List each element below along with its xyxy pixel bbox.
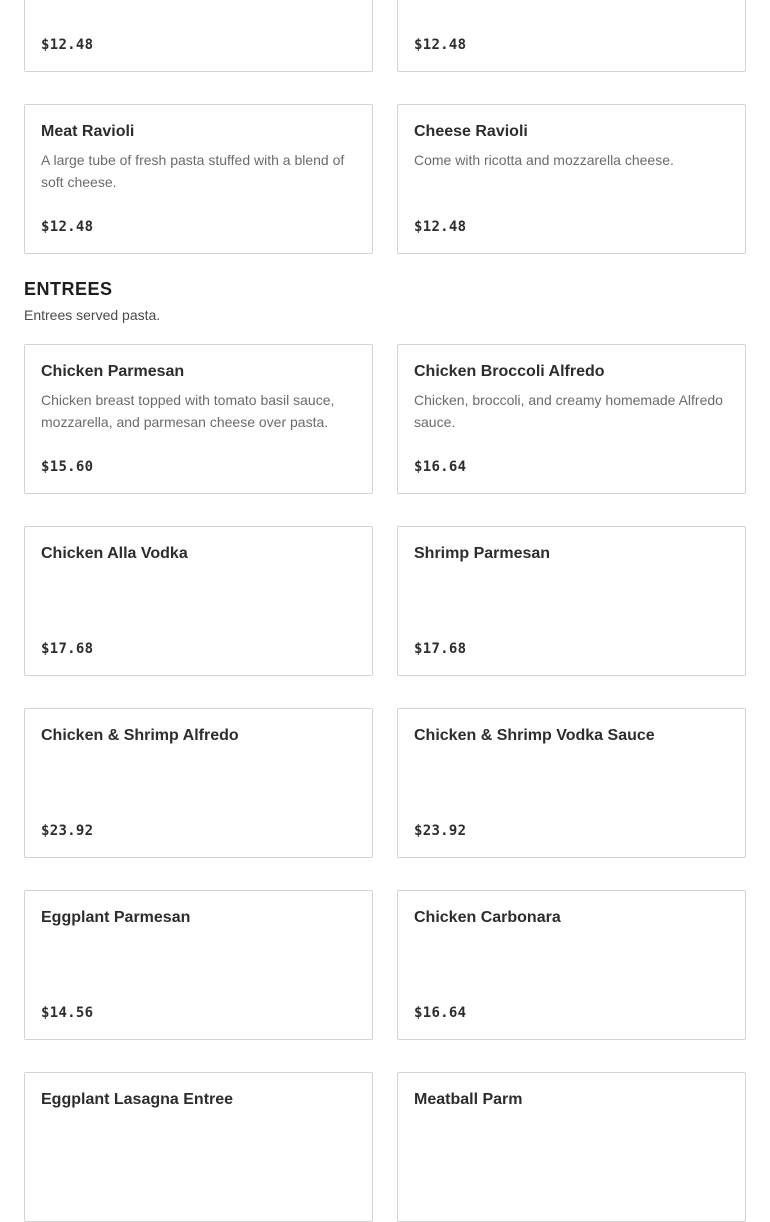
item-price: $12.48	[414, 37, 467, 53]
item-name: Meatball Parm	[414, 1091, 523, 1108]
item-name: Chicken Carbonara	[414, 909, 561, 926]
item-price: $17.68	[41, 641, 94, 657]
menu-item-card[interactable]	[397, 1072, 746, 1222]
item-name: Shrimp Parmesan	[414, 545, 551, 562]
menu-item-card[interactable]	[397, 104, 746, 254]
item-price: $17.68	[414, 641, 467, 657]
item-name: Eggplant Parmesan	[41, 909, 191, 926]
menu-item-card[interactable]	[397, 526, 746, 676]
item-price: $23.92	[414, 823, 467, 839]
item-price: $12.48	[41, 37, 94, 53]
item-price: $16.64	[414, 459, 467, 475]
item-description: A large tube of fresh pasta stuffed with a blend of soft cheese.	[41, 152, 345, 190]
item-description: Chicken breast topped with tomato basil sauce, mozzarella, and parmesan cheese over pasta.	[41, 392, 335, 430]
menu-item-card[interactable]	[24, 344, 373, 494]
menu-item-card[interactable]	[397, 708, 746, 858]
item-description: Come with ricotta and mozzarella cheese.	[414, 152, 674, 168]
item-name: Chicken & Shrimp Vodka Sauce	[414, 727, 655, 744]
item-name: Chicken Alla Vodka	[41, 545, 188, 562]
item-price: $23.92	[41, 823, 94, 839]
menu-item-card[interactable]	[397, 890, 746, 1040]
item-price: $12.48	[414, 219, 467, 235]
menu-item-card[interactable]	[397, 344, 746, 494]
item-name: Cheese Ravioli	[414, 123, 528, 140]
item-name: Chicken Parmesan	[41, 363, 185, 380]
item-price: $14.56	[41, 1005, 94, 1021]
item-description: Chicken, broccoli, and creamy homemade Alfredo sauce.	[414, 392, 723, 430]
item-price: $15.60	[41, 459, 94, 475]
menu-item-card[interactable]	[397, 0, 746, 72]
item-price: $16.64	[414, 1005, 467, 1021]
item-name: Chicken Broccoli Alfredo	[414, 363, 605, 380]
menu-item-card[interactable]	[24, 526, 373, 676]
item-price: $12.48	[41, 219, 94, 235]
section-title: ENTREES	[24, 279, 113, 299]
item-name: Chicken & Shrimp Alfredo	[41, 727, 239, 744]
menu-item-card[interactable]	[24, 890, 373, 1040]
item-name: Eggplant Lasagna Entree	[41, 1091, 234, 1108]
item-name: Meat Ravioli	[41, 123, 135, 140]
menu-item-card[interactable]	[24, 0, 373, 72]
menu-item-card[interactable]	[24, 1072, 373, 1222]
section-description: Entrees served pasta.	[24, 307, 161, 323]
menu-item-card[interactable]	[24, 104, 373, 254]
menu-item-card[interactable]	[24, 708, 373, 858]
